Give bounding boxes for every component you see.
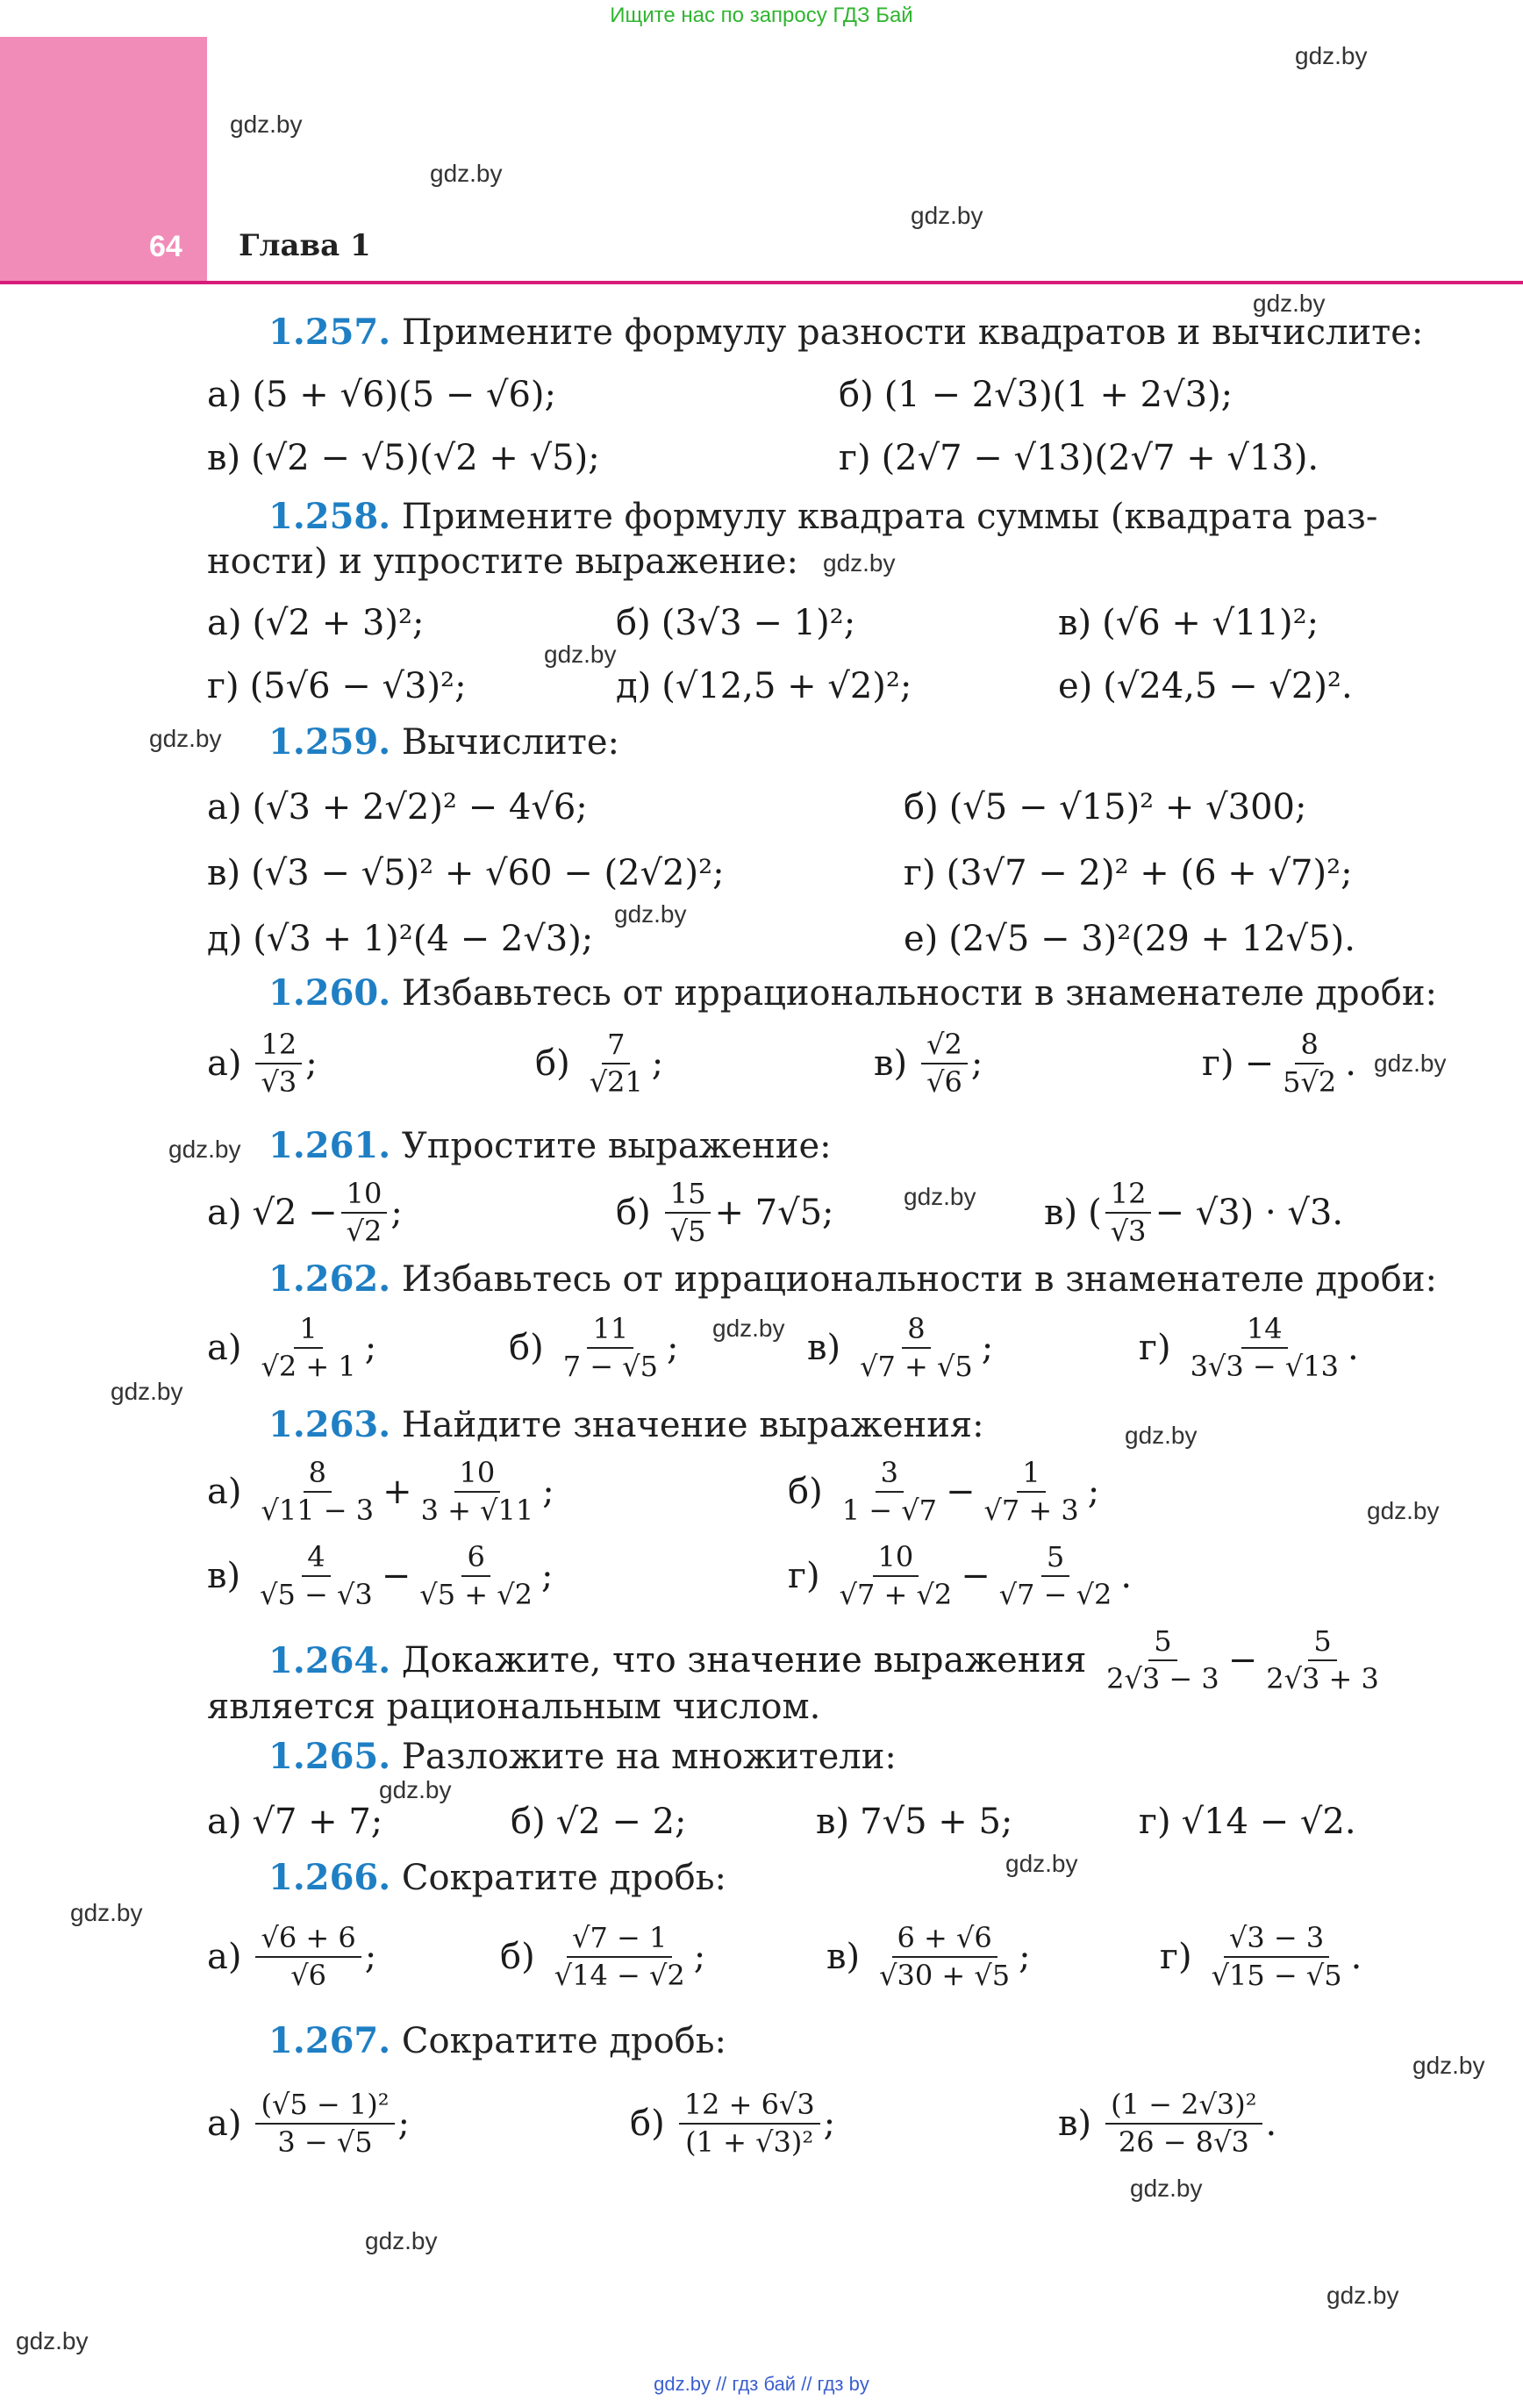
watermark: gdz.by: [16, 2327, 89, 2354]
problem-1-258: 1.258. Примените формулу квадрата суммы (квадрата раз-: [268, 496, 1378, 537]
fraction: $\frac{√2}{√6}$: [921, 1028, 968, 1099]
item-e: е) (2√5 − 3)²(29 + 12√5).: [904, 919, 1355, 959]
footer-links[interactable]: gdz.by // гдз бай // гдз by: [654, 2373, 869, 2395]
item-g: г) (2√7 − √13)(2√7 + √13).: [839, 438, 1319, 478]
fraction: $\frac{12}{√3}$: [255, 1028, 302, 1099]
item-a: а) (5 + √6)(5 − √6);: [207, 375, 557, 415]
item-g: г) − $\frac{8}{5√2}$ .: [1202, 1028, 1356, 1099]
item-g: г) $\frac{√3 - 3}{√15 - √5}$ .: [1160, 1921, 1362, 1992]
fraction: $\frac{10}{√7 + √2}$: [839, 1540, 953, 1611]
problem-1-258-row1: [207, 588, 1383, 658]
fraction: $\frac{4}{√5 - √3}$: [260, 1540, 373, 1611]
watermark: gdz.by: [544, 641, 617, 668]
problem-1-257-row1: [207, 360, 1383, 430]
fraction: $\frac{√3 - 3}{√15 - √5}$: [1211, 1921, 1342, 1992]
item-b: б) $\frac{3}{1 - √7}$ − $\frac{1}{√7 + 3}$ ;: [788, 1456, 1100, 1527]
watermark: gdz.by: [430, 160, 503, 187]
fraction: $\frac{1}{√7 + 3}$: [983, 1456, 1079, 1527]
fraction: $\frac{5}{2√3 - 3}$: [1106, 1624, 1219, 1695]
problem-1-267: 1.267. Сократите дробь:: [268, 2020, 727, 2061]
problem-1-262-row: [207, 1313, 1383, 1383]
watermark: gdz.by: [1130, 2175, 1203, 2202]
fraction: $\frac{7}{√21}$: [589, 1028, 643, 1099]
item-b: б) $\frac{√7 - 1}{√14 - √2}$ ;: [500, 1921, 706, 1992]
watermark: gdz.by: [1253, 290, 1326, 317]
problem-1-263-row1: [207, 1457, 1383, 1527]
watermark: gdz.by: [1125, 1422, 1198, 1449]
item-b: б) $\frac{12 + 6√3}{\text{(1 + √3)²}}$ ;: [630, 2088, 836, 2159]
item-v: в) ( $\frac{12}{√3}$ − √3) · √3.: [1044, 1177, 1344, 1248]
fraction: $\frac{10}{3 + √11}$: [420, 1456, 534, 1527]
problem-1-264: [268, 1625, 1391, 1695]
problem-1-260-row: [207, 1028, 1383, 1099]
problem-1-258-row2: [207, 651, 1383, 721]
fraction: $\frac{8}{5√2}$: [1283, 1028, 1337, 1099]
page-number: 64: [149, 230, 182, 263]
watermark: gdz.by: [379, 1776, 452, 1803]
fraction: $\frac{5}{√7 - √2}$: [998, 1540, 1112, 1611]
item-v: в) $\frac{√2}{√6}$ ;: [874, 1028, 983, 1099]
fraction: $\frac{8}{√11 - 3}$: [261, 1456, 375, 1527]
fraction: $\frac{\text{(1 − 2√3)²}}{26 - 8√3}$: [1105, 2089, 1262, 2159]
problem-1-259-row2: [207, 838, 1383, 908]
watermark: gdz.by: [70, 1899, 143, 1926]
fraction: $\frac{1}{√2 + 1}$: [261, 1312, 356, 1383]
item-v: в) $\frac{4}{√5 - √3}$ − $\frac{6}{√5 + √2}$ ;: [207, 1540, 554, 1611]
item-a: а) $\frac{√6 + 6}{√6}$ ;: [207, 1921, 377, 1992]
problem-1-264-line1: 1.264. Докажите, что значение выражения $\frac{5}{2√3 - 3}$ − $\frac{5}{2√3 + 3}$: [268, 1625, 1388, 1695]
fraction: $\frac{10}{√2}$: [341, 1178, 388, 1248]
item-a: а) $\frac{\text{(√5 − 1)²}}{3 - √5}$ ;: [207, 2088, 410, 2159]
watermark: gdz.by: [1295, 42, 1368, 69]
item-v: в) (√6 + √11)²;: [1058, 603, 1319, 643]
problem-1-265-row: [207, 1787, 1383, 1857]
fraction: $\frac{√7 - 1}{√14 - √2}$: [554, 1921, 685, 1992]
item-b: б) √2 − 2;: [511, 1802, 687, 1842]
watermark: gdz.by: [1005, 1850, 1078, 1877]
item-d: д) (√12,5 + √2)²;: [616, 666, 912, 706]
problem-1-257-row2: [207, 423, 1383, 493]
fraction: $\frac{6 + √6}{√30 + √5}$: [879, 1921, 1011, 1992]
item-b: б) (√5 − √15)² + √300;: [904, 787, 1307, 828]
problem-1-263-row2: [207, 1541, 1383, 1611]
item-b: б) $\frac{11}{7 - √5}$ ;: [509, 1312, 679, 1383]
fraction: $\frac{5}{2√3 + 3}$: [1266, 1624, 1379, 1695]
item-a: а) $\frac{12}{√3}$ ;: [207, 1028, 318, 1099]
item-g: г) (3√7 − 2)² + (6 + √7)²;: [904, 853, 1353, 893]
problem-1-258-cont: ности) и упростите выражение:: [207, 541, 798, 582]
item-g: г) $\frac{10}{√7 + √2}$ − $\frac{5}{√7 - √2}$ .: [788, 1540, 1133, 1611]
problem-1-259-row1: [207, 772, 1383, 842]
fraction: $\frac{14}{3√3 - √13}$: [1190, 1312, 1339, 1383]
item-v: в) (√3 − √5)² + √60 − (2√2)²;: [207, 853, 725, 893]
item-g: г) (5√6 − √3)²;: [207, 666, 467, 706]
problem-1-266: 1.266. Сократите дробь:: [268, 1857, 727, 1898]
fraction: $\frac{15}{√5}$: [665, 1178, 711, 1248]
item-a: а) √2 − $\frac{10}{√2}$ ;: [207, 1177, 403, 1248]
problem-1-261: 1.261. Упростите выражение:: [268, 1125, 832, 1166]
problem-1-257: 1.257. Примените формулу разности квадратов и вычислите:: [268, 312, 1424, 353]
problem-1-266-row: [207, 1922, 1383, 1992]
watermark: gdz.by: [111, 1378, 183, 1405]
item-v: в) 7√5 + 5;: [816, 1802, 1013, 1842]
item-a: а) $\frac{1}{√2 + 1}$ ;: [207, 1312, 377, 1383]
item-v: в) $\frac{6 + √6}{√30 + √5}$ ;: [826, 1921, 1031, 1992]
watermark: gdz.by: [1412, 2052, 1485, 2079]
problem-1-259: 1.259. Вычислите:: [268, 721, 619, 763]
fraction: $\frac{3}{1 - √7}$: [841, 1456, 937, 1527]
problem-1-264-cont: является рациональным числом.: [207, 1687, 821, 1727]
item-v: в) $\frac{8}{√7 + √5}$ ;: [807, 1312, 994, 1383]
watermark: gdz.by: [1374, 1050, 1447, 1077]
watermark: gdz.by: [904, 1183, 976, 1210]
header-rule: [0, 281, 1523, 284]
watermark: gdz.by: [823, 549, 896, 577]
item-b: б) (3√3 − 1)²;: [616, 603, 856, 643]
item-g: г) √14 − √2.: [1139, 1802, 1356, 1842]
problem-1-265: 1.265. Разложите на множители:: [268, 1736, 897, 1777]
fraction: $\frac{8}{√7 + √5}$: [860, 1312, 973, 1383]
problem-1-261-row: [207, 1178, 1383, 1248]
item-b: б) $\frac{7}{√21}$ ;: [535, 1028, 664, 1099]
item-a: а) (√3 + 2√2)² − 4√6;: [207, 787, 588, 828]
item-v: в) $\frac{\text{(1 − 2√3)²}}{26 - 8√3}$ .: [1058, 2088, 1277, 2159]
item-b: б) $\frac{15}{√5}$ + 7√5;: [616, 1177, 834, 1248]
watermark: gdz.by: [911, 202, 983, 229]
problem-1-267-row: [207, 2089, 1383, 2159]
watermark: gdz.by: [1326, 2282, 1399, 2309]
fraction: $\frac{12}{√3}$: [1105, 1178, 1152, 1248]
item-a: а) $\frac{8}{√11 - 3}$ + $\frac{10}{3 + √11}$ ;: [207, 1456, 554, 1527]
watermark: gdz.by: [168, 1136, 241, 1163]
fraction: $\frac{11}{7 - √5}$: [562, 1312, 658, 1383]
chapter-title: Глава 1: [239, 228, 371, 263]
problem-1-262: 1.262. Избавьтесь от иррациональности в знаменателе дроби:: [268, 1258, 1437, 1300]
item-g: г) $\frac{14}{3√3 - √13}$ .: [1139, 1312, 1359, 1383]
watermark: gdz.by: [712, 1315, 785, 1342]
top-banner[interactable]: Ищите нас по запросу ГДЗ Бай: [610, 4, 913, 27]
item-b: б) (1 − 2√3)(1 + 2√3);: [839, 375, 1233, 415]
fraction: $\frac{√6 + 6}{√6}$: [255, 1922, 361, 1992]
fraction: $\frac{\text{(√5 − 1)²}}{3 - √5}$: [255, 2089, 394, 2159]
item-a: а) √7 + 7;: [207, 1802, 383, 1842]
problem-1-259-row3: [207, 904, 1383, 974]
watermark: gdz.by: [1367, 1497, 1440, 1524]
problem-1-260: 1.260. Избавьтесь от иррациональности в знаменателе дроби:: [268, 972, 1437, 1014]
watermark: gdz.by: [365, 2227, 438, 2254]
item-a: а) (√2 + 3)²;: [207, 603, 425, 643]
watermark: gdz.by: [614, 900, 687, 928]
fraction: $\frac{12 + 6√3}{\text{(1 + √3)²}}$: [679, 2089, 820, 2159]
watermark: gdz.by: [149, 725, 222, 752]
item-e: е) (√24,5 − √2)².: [1058, 666, 1353, 706]
watermark: gdz.by: [230, 111, 303, 138]
item-d: д) (√3 + 1)²(4 − 2√3);: [207, 919, 594, 959]
fraction: $\frac{6}{√5 + √2}$: [419, 1540, 533, 1611]
item-v: в) (√2 − √5)(√2 + √5);: [207, 438, 600, 478]
problem-1-263: 1.263. Найдите значение выражения:: [268, 1404, 984, 1445]
